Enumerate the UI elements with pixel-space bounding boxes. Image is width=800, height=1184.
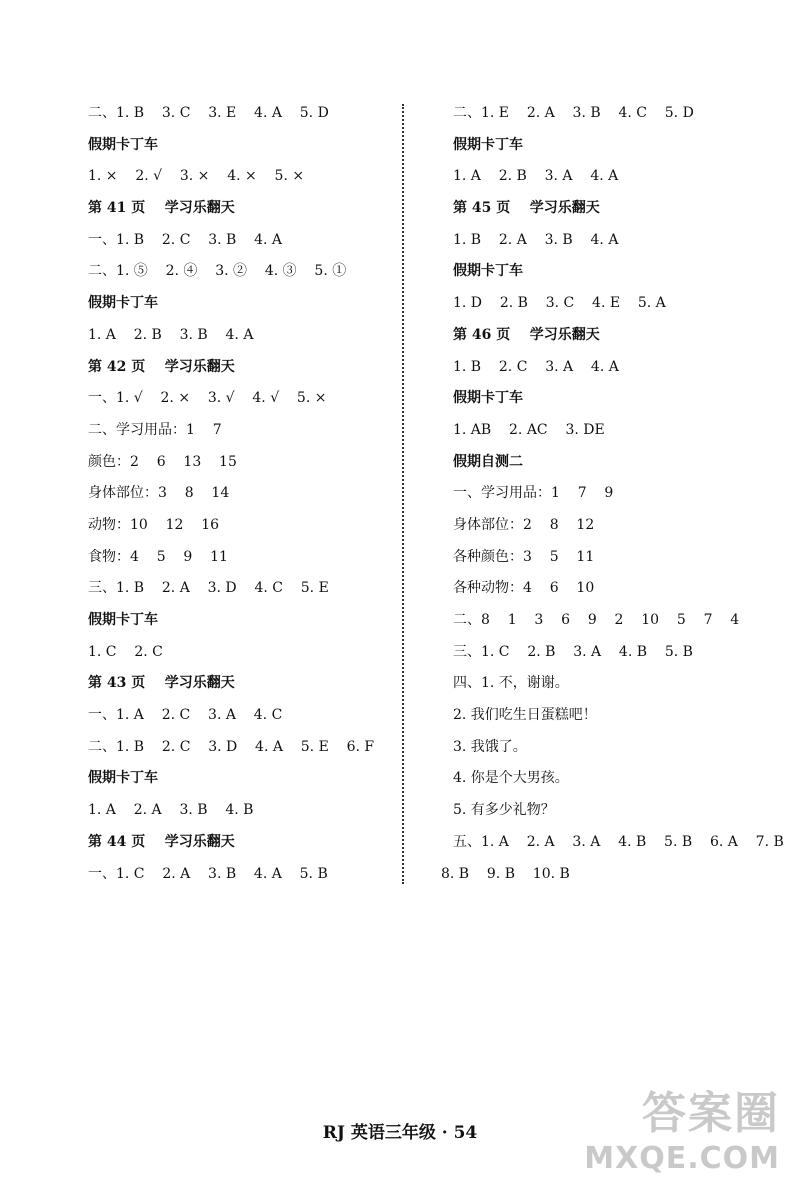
answer-line: 身体部位：3 8 14 [88,485,230,502]
section-heading: 假期卡丁车 [453,263,523,280]
answer-line: 二、1. ⑤ 2. ④ 3. ② 4. ③ 5. ① [88,263,347,280]
answer-line: 1. A 2. A 3. B 4. B [88,802,254,819]
section-heading: 假期卡丁车 [88,295,158,312]
section-heading: 第 45 页 学习乐翻天 [453,200,600,217]
section-heading: 假期卡丁车 [453,390,523,407]
answer-line: 三、1. C 2. B 3. A 4. B 5. B [453,643,693,660]
answer-line: 五、1. A 2. A 3. A 4. B 5. B 6. A 7. B [453,833,784,850]
answer-line: 1. B 2. C 3. A 4. A [453,358,619,375]
answer-line: 二、8 1 3 6 9 2 10 5 7 4 [453,612,740,628]
answer-line: 5. 有多少礼物？ [453,802,555,819]
answer-line: 二、1. B 2. C 3. D 4. A 5. E 6. F [88,738,375,755]
answer-line: 1. × 2. √ 3. × 4. × 5. × [88,168,305,185]
right-answer-column [441,98,784,890]
section-heading: 假期卡丁车 [88,612,158,628]
answer-line: 1. A 2. B 3. B 4. A [88,326,254,343]
answer-line: 一、1. C 2. A 3. B 4. A 5. B [88,865,328,882]
answer-line: 1. AB 2. AC 3. DE [453,421,605,438]
answer-line: 8. B 9. B 10. B [441,865,570,882]
answer-line: 一、1. B 2. C 3. B 4. A [88,231,283,248]
section-heading: 假期卡丁车 [88,136,158,153]
answer-line: 3. 我饿了。 [453,738,527,755]
column-divider [402,104,404,884]
answer-line: 一、1. A 2. C 3. A 4. C [88,707,283,724]
answer-line: 身体部位：2 8 12 [453,516,595,533]
section-heading: 第 44 页 学习乐翻天 [88,833,235,850]
section-heading: 假期卡丁车 [453,136,523,153]
answer-line: 三、1. B 2. A 3. D 4. C 5. E [88,580,329,597]
answer-line: 1. D 2. B 3. C 4. E 5. A [453,295,666,312]
section-heading: 第 43 页 学习乐翻天 [88,675,235,692]
answer-line: 2. 我们吃生日蛋糕吧！ [453,707,597,724]
answer-line: 各种动物：4 6 10 [453,580,595,597]
answer-line: 食物：4 5 9 11 [88,548,228,565]
answer-line: 1. C 2. C [88,643,163,660]
section-heading: 第 46 页 学习乐翻天 [453,326,600,343]
answer-line: 各种颜色：3 5 11 [453,548,595,565]
answer-line: 动物：10 12 16 [88,516,220,533]
answer-line: 颜色：2 6 13 15 [88,453,237,470]
left-answer-column [88,98,388,890]
answer-line: 一、1. √ 2. × 3. √ 4. √ 5. × [88,390,327,407]
section-heading: 第 41 页 学习乐翻天 [88,200,235,217]
answer-line: 二、1. E 2. A 3. B 4. C 5. D [453,105,694,121]
answer-line: 1. B 2. A 3. B 4. A [453,231,619,248]
answer-line: 二、学习用品：1 7 [88,421,222,438]
section-heading: 假期自测二 [453,453,523,470]
answer-line: 4. 你是个大男孩。 [453,770,569,787]
section-heading: 假期卡丁车 [88,770,158,787]
answer-line: 二、1. B 3. C 3. E 4. A 5. D [88,105,329,121]
watermark-logo [584,1077,780,1176]
watermark-top: 答案圈 [642,1088,780,1139]
answer-line: 一、学习用品：1 7 9 [453,485,614,502]
section-heading: 第 42 页 学习乐翻天 [88,358,235,375]
answer-line: 1. A 2. B 3. A 4. A [453,168,619,185]
watermark-bottom: MXQE.COM [584,1141,780,1176]
answer-line: 四、1. 不，谢谢。 [453,675,569,692]
page-footer: RJ 英语三年级 · 54 [322,1123,478,1143]
